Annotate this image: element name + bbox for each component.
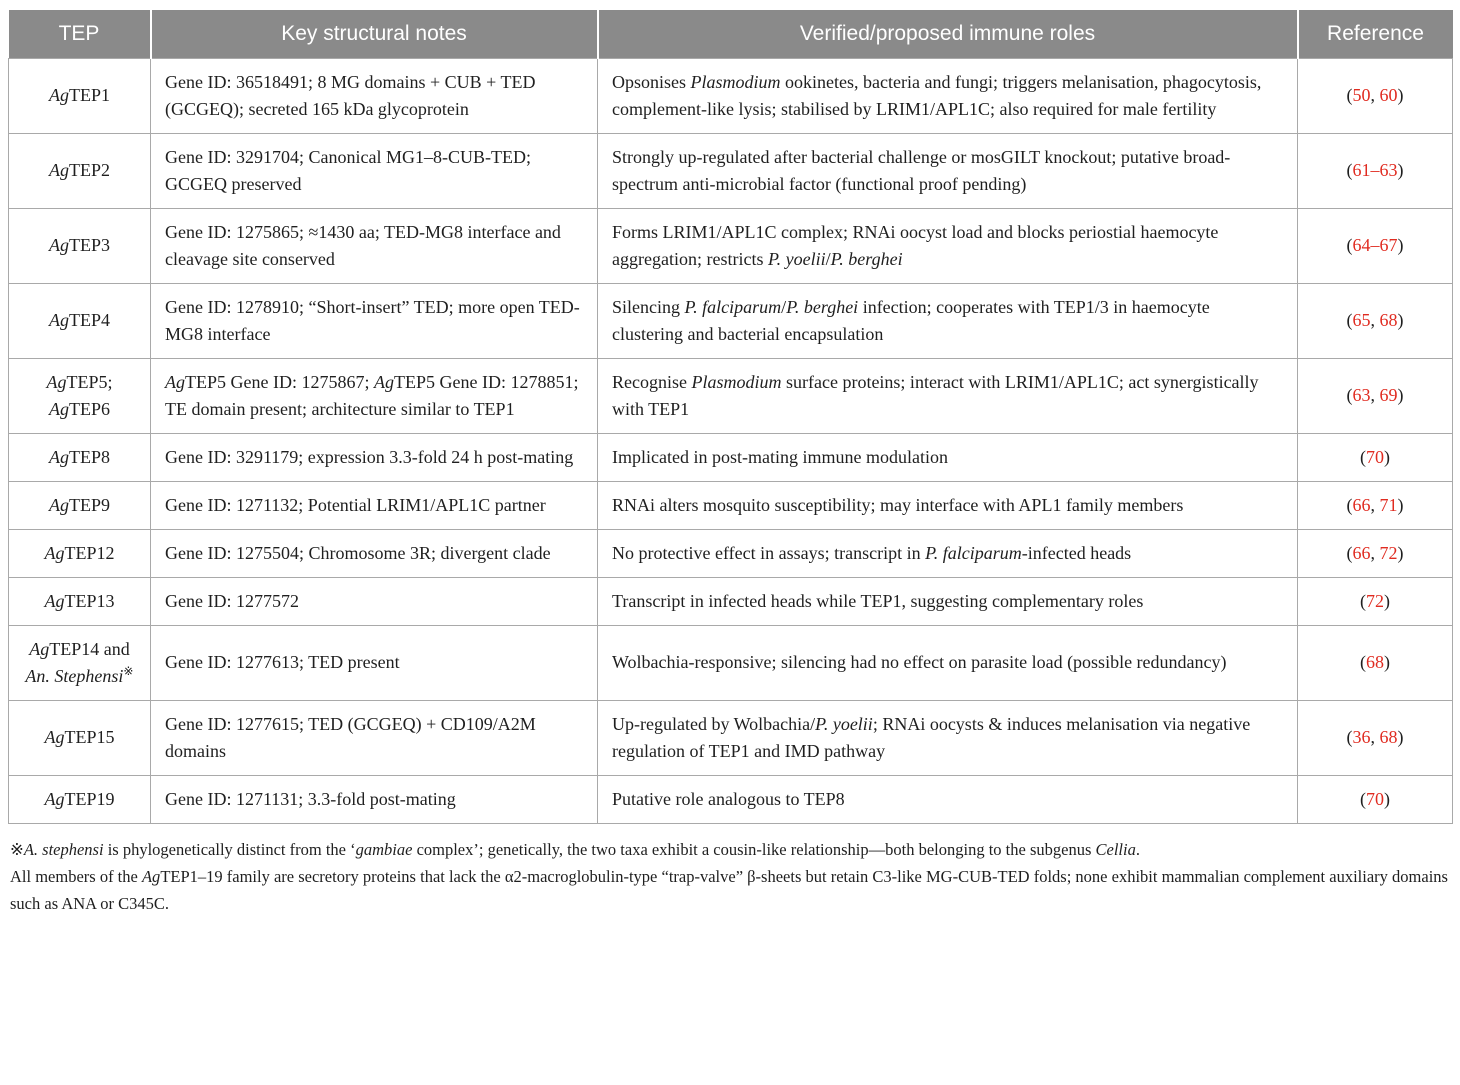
text-segment: (	[1360, 446, 1366, 467]
citation-link[interactable]: 72	[1379, 542, 1398, 563]
text-segment: Ag	[48, 494, 69, 515]
text-segment: (	[1346, 385, 1353, 405]
text-segment: TEP3	[68, 235, 110, 255]
text-segment: ,	[1370, 727, 1380, 747]
text-segment: (	[1346, 310, 1353, 330]
citation-link[interactable]: 70	[1366, 788, 1384, 809]
text-segment: Gene ID: 36518491; 8 MG domains + CUB + TED (GCGEQ); secreted 165 kDa glycoprotein	[165, 71, 536, 119]
text-segment: Ag	[48, 160, 69, 180]
text-segment: TEP12	[64, 542, 115, 563]
table-row	[9, 577, 1453, 625]
text-segment: Ag	[48, 235, 69, 255]
text-segment: Ag	[373, 371, 394, 392]
text-segment: P. falciparum	[684, 296, 782, 317]
table-row	[9, 358, 1453, 433]
tep-cell	[9, 775, 151, 823]
citation-link[interactable]: 64–67	[1352, 235, 1398, 255]
text-segment: )	[1397, 160, 1404, 180]
table-row	[9, 700, 1453, 775]
roles-cell	[598, 775, 1298, 823]
text-segment: Gene ID: 1271132; Potential LRIM1/APL1C partner	[165, 494, 546, 515]
citation-link[interactable]: 68	[1379, 310, 1398, 330]
notes-cell	[151, 481, 598, 529]
tep-cell	[9, 208, 151, 283]
notes-cell	[151, 208, 598, 283]
text-segment: TEP8	[68, 446, 110, 467]
citation-link[interactable]: 71	[1379, 494, 1398, 515]
roles-cell	[598, 433, 1298, 481]
text-segment: ; RNAi oocysts & induces melanisation via negative regulation of TEP1 and IMD pathway	[612, 713, 1251, 761]
text-segment: Implicated in post-mating immune modulation	[612, 446, 948, 467]
text-segment: (	[1360, 590, 1366, 611]
text-segment: )	[1384, 446, 1390, 467]
text-segment: Recognise	[612, 371, 692, 392]
text-segment: Ag	[29, 638, 50, 659]
text-segment: TEP5 Gene ID: 1278851; TE domain present; architecture similar to TEP1	[165, 371, 579, 419]
text-segment: P. yoelii	[815, 713, 873, 734]
tep-cell	[9, 58, 151, 133]
text-segment: P. berghei	[786, 296, 859, 317]
text-segment: complex’; genetically, the two taxa exhibit a cousin-like relationship—both belonging to the subgenus	[412, 839, 1096, 859]
roles-cell	[598, 283, 1298, 358]
tep-cell	[9, 700, 151, 775]
text-segment: TEP5;	[66, 371, 113, 392]
column-header-tep: TEP	[9, 10, 151, 58]
text-segment: TEP15	[64, 727, 115, 747]
text-segment: is phylogenetically distinct from the ‘	[103, 839, 356, 859]
text-segment: Gene ID: 1278910; “Short-insert” TED; more open TED-MG8 interface	[165, 296, 580, 344]
text-segment: (	[1360, 788, 1366, 809]
text-segment: Putative role analogous to TEP8	[612, 788, 845, 809]
table-row	[9, 625, 1453, 700]
text-segment: )	[1397, 542, 1404, 563]
text-segment: Ag	[48, 85, 69, 105]
table-row	[9, 208, 1453, 283]
tep-cell	[9, 625, 151, 700]
text-segment: /	[825, 248, 831, 269]
text-segment: Gene ID: 1271131; 3.3-fold post-mating	[165, 788, 456, 809]
citation-link[interactable]: 68	[1379, 727, 1398, 747]
roles-cell	[598, 529, 1298, 577]
table-body	[9, 58, 1453, 823]
notes-cell	[151, 358, 598, 433]
text-segment: Silencing	[612, 296, 685, 317]
text-segment: ,	[1370, 542, 1380, 563]
text-segment: Plasmodium	[690, 71, 781, 92]
header-row	[9, 10, 1453, 58]
text-segment: TEP5 Gene ID: 1275867;	[185, 371, 374, 392]
notes-cell	[151, 577, 598, 625]
ref-cell	[1298, 529, 1453, 577]
footnote	[10, 836, 1458, 863]
text-segment: )	[1397, 235, 1404, 255]
text-segment: infection; cooperates with TEP1/3 in haemocyte clustering and bacterial encapsulation	[612, 296, 1210, 344]
text-segment: )	[1397, 727, 1404, 747]
notes-cell	[151, 700, 598, 775]
notes-cell	[151, 58, 598, 133]
column-header-immune-roles: Verified/proposed immune roles	[598, 10, 1298, 58]
ref-cell	[1298, 283, 1453, 358]
text-segment: (	[1346, 727, 1353, 747]
text-segment: Ag	[165, 371, 185, 392]
tep-cell	[9, 481, 151, 529]
roles-cell	[598, 208, 1298, 283]
table-row	[9, 775, 1453, 823]
text-segment: Transcript in infected heads while TEP1, suggesting complementary roles	[612, 590, 1144, 611]
text-segment: (	[1346, 542, 1353, 563]
citation-link[interactable]: 61–63	[1352, 160, 1398, 180]
footnotes	[8, 824, 1460, 917]
table-row	[9, 58, 1453, 133]
table-row	[9, 133, 1453, 208]
text-segment: Strongly up-regulated after bacterial challenge or mosGILT knockout; putative broad-spectrum anti-microbial factor (functional proof pending)	[612, 146, 1231, 194]
column-header-structural-notes: Key structural notes	[151, 10, 598, 58]
citation-link[interactable]: 36	[1352, 727, 1371, 747]
ref-cell	[1298, 433, 1453, 481]
column-header-reference: Reference	[1298, 10, 1453, 58]
table-row	[9, 529, 1453, 577]
roles-cell	[598, 577, 1298, 625]
citation-link[interactable]: 60	[1379, 85, 1398, 105]
text-segment: P. berghei	[830, 248, 903, 269]
roles-cell	[598, 58, 1298, 133]
roles-cell	[598, 481, 1298, 529]
tep-cell	[9, 577, 151, 625]
text-segment: An. Stephensi	[25, 665, 124, 686]
citation-link[interactable]: 70	[1366, 446, 1384, 467]
text-segment: (	[1346, 85, 1353, 105]
text-segment: Gene ID: 3291704; Canonical MG1–8-CUB-TED; GCGEQ preserved	[165, 146, 531, 194]
text-segment: Ag	[48, 310, 69, 330]
citation-link[interactable]: 69	[1379, 385, 1398, 405]
ref-cell	[1298, 577, 1453, 625]
citation-link[interactable]: 68	[1366, 652, 1384, 672]
text-segment: Gene ID: 3291179; expression 3.3-fold 24 h post-mating	[165, 446, 574, 467]
text-segment: )	[1384, 590, 1390, 611]
text-segment: Ag	[44, 788, 65, 809]
text-segment: )	[1397, 494, 1404, 515]
text-segment: All members of the	[10, 866, 142, 886]
tep-cell	[9, 529, 151, 577]
text-segment: TEP4	[68, 310, 110, 330]
text-segment: Cellia	[1095, 839, 1136, 859]
roles-cell	[598, 133, 1298, 208]
text-segment: ookinetes, bacteria and fungi; triggers melanisation, phagocytosis, complement-like lysis; stabilised by LRIM1/APL1C; also required for male fertility	[612, 71, 1262, 119]
text-segment: Gene ID: 1277613; TED present	[165, 652, 400, 672]
text-segment: -infected heads	[1021, 542, 1132, 563]
footnote-marker: ※	[123, 663, 134, 678]
citation-link[interactable]: 66	[1352, 494, 1371, 515]
text-segment: Forms LRIM1/APL1C complex; RNAi oocyst load and blocks periostial haemocyte aggregation; restricts	[612, 221, 1219, 269]
text-segment: (	[1360, 652, 1366, 672]
text-segment: Ag	[48, 446, 69, 467]
text-segment: TEP9	[68, 494, 110, 515]
ref-cell	[1298, 481, 1453, 529]
text-segment: ※	[10, 839, 24, 859]
text-segment: )	[1384, 788, 1390, 809]
ref-cell	[1298, 208, 1453, 283]
text-segment: .	[1135, 839, 1140, 859]
text-segment: No protective effect in assays; transcript in	[612, 542, 926, 563]
text-segment: ,	[1370, 494, 1380, 515]
text-segment: Ag	[46, 371, 67, 392]
text-segment: Ag	[44, 542, 65, 563]
table-row	[9, 283, 1453, 358]
tep-cell	[9, 133, 151, 208]
text-segment: Opsonises	[612, 71, 691, 92]
notes-cell	[151, 775, 598, 823]
table-header	[9, 10, 1453, 58]
footnote	[10, 863, 1458, 917]
citation-link[interactable]: 63	[1352, 385, 1371, 405]
text-segment: Ag	[141, 866, 161, 886]
tep-cell	[9, 358, 151, 433]
text-segment: Up-regulated by Wolbachia/	[612, 713, 816, 734]
text-segment: (	[1346, 494, 1353, 515]
text-segment: P. falciparum	[925, 542, 1022, 563]
text-segment: TEP14 and	[49, 638, 130, 659]
ref-cell	[1298, 625, 1453, 700]
text-segment: ,	[1370, 85, 1380, 105]
table-row	[9, 481, 1453, 529]
text-segment: TEP19	[64, 788, 115, 809]
notes-cell	[151, 529, 598, 577]
text-segment: Gene ID: 1275504; Chromosome 3R; divergent clade	[165, 542, 551, 563]
text-segment: TEP1	[68, 85, 110, 105]
text-segment: Wolbachia-responsive; silencing had no effect on parasite load (possible redundancy)	[612, 652, 1227, 672]
ref-cell	[1298, 775, 1453, 823]
notes-cell	[151, 133, 598, 208]
citation-link[interactable]: 50	[1352, 85, 1371, 105]
text-segment: surface proteins; interact with LRIM1/APL1C; act synergistically with TEP1	[612, 371, 1259, 419]
citation-link[interactable]: 72	[1366, 590, 1384, 611]
notes-cell	[151, 433, 598, 481]
roles-cell	[598, 700, 1298, 775]
text-segment: )	[1397, 385, 1404, 405]
text-segment: (	[1346, 160, 1353, 180]
text-segment: TEP2	[68, 160, 110, 180]
text-segment: )	[1397, 310, 1404, 330]
text-segment: A. stephensi	[23, 839, 104, 859]
ref-cell	[1298, 358, 1453, 433]
text-segment: RNAi alters mosquito susceptibility; may interface with APL1 family members	[612, 494, 1184, 515]
text-segment: Gene ID: 1275865; ≈1430 aa; TED-MG8 interface and cleavage site conserved	[165, 221, 561, 269]
ref-cell	[1298, 700, 1453, 775]
citation-link[interactable]: 65	[1352, 310, 1371, 330]
text-segment: (	[1346, 235, 1353, 255]
table-row	[9, 433, 1453, 481]
notes-cell	[151, 283, 598, 358]
ref-cell	[1298, 58, 1453, 133]
text-segment: TEP1–19 family are secretory proteins that lack the α2-macroglobulin-type “trap-valve” β-sheets but retain C3-like MG-CUB-TED folds; none exhibit mammalian complement auxiliary domains such as ANA or C345C.	[10, 866, 1448, 913]
text-segment: Ag	[48, 398, 69, 419]
notes-cell	[151, 625, 598, 700]
text-segment: Ag	[44, 590, 65, 611]
text-segment: P. yoelii	[767, 248, 826, 269]
roles-cell	[598, 625, 1298, 700]
tep-cell	[9, 283, 151, 358]
tep-cell	[9, 433, 151, 481]
roles-cell	[598, 358, 1298, 433]
text-segment: ,	[1370, 310, 1380, 330]
text-segment: Ag	[44, 727, 65, 747]
tep-table	[8, 10, 1453, 824]
ref-cell	[1298, 133, 1453, 208]
text-segment: )	[1384, 652, 1390, 672]
text-segment: Plasmodium	[691, 371, 782, 392]
text-segment: )	[1397, 85, 1404, 105]
text-segment: TEP13	[64, 590, 115, 611]
text-segment: gambiae	[355, 839, 413, 859]
text-segment: ,	[1370, 385, 1380, 405]
text-segment: TEP6	[68, 398, 110, 419]
text-segment: Gene ID: 1277615; TED (GCGEQ) + CD109/A2M domains	[165, 713, 536, 761]
citation-link[interactable]: 66	[1352, 542, 1371, 563]
text-segment: Gene ID: 1277572	[165, 590, 299, 611]
text-segment: /	[781, 296, 787, 317]
